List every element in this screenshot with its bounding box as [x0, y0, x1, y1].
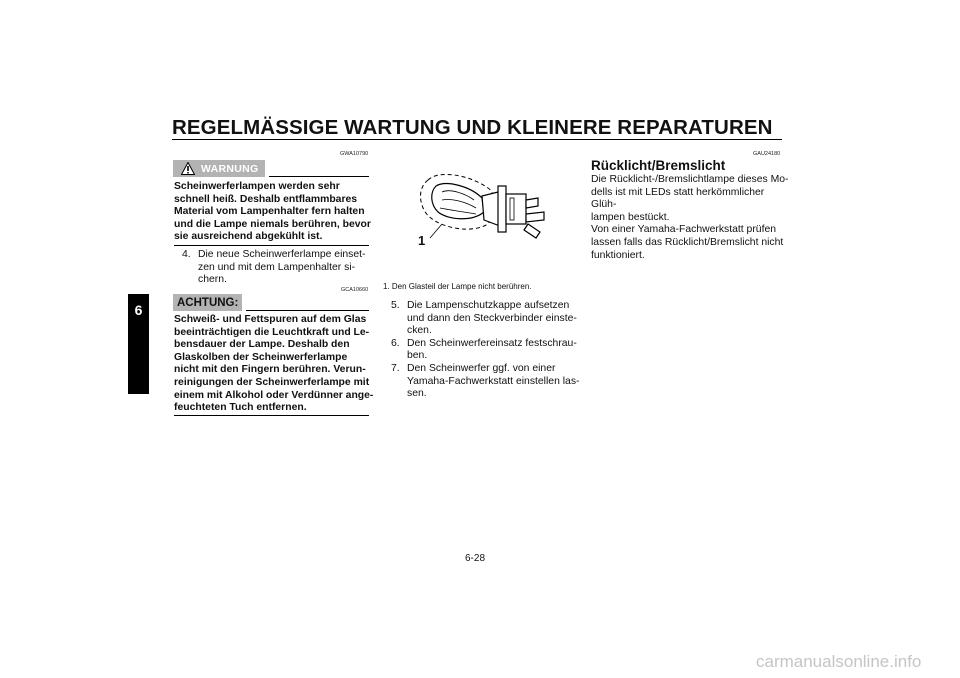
caution-line: einem mit Alkohol oder Verdünner ange- — [174, 389, 374, 401]
body-line: dells ist mit LEDs statt herkömmlicher Glüh- — [591, 186, 765, 211]
step-line: Den Scheinwerfereinsatz festschrau- — [407, 337, 577, 349]
caution-line: feuchteten Tuch entfernen. — [174, 402, 307, 414]
caution-label — [173, 294, 242, 311]
caution-code: GCA10660 — [341, 287, 369, 293]
caution-line: reinigungen der Scheinwerferlampe mit — [174, 376, 370, 388]
warning-top-rule — [269, 176, 369, 177]
caution-text — [174, 314, 374, 415]
step-line: und dann den Steckverbinder einste- — [407, 312, 577, 324]
warning-text — [174, 181, 374, 244]
step-number: 5. — [391, 300, 400, 311]
caution-line: Schweiß- und Fettspuren auf dem Glas — [174, 314, 367, 325]
body-line: funktioniert. — [591, 249, 645, 261]
warning-line: Scheinwerferlampen werden sehr — [174, 181, 340, 192]
step-line: cken. — [407, 325, 432, 337]
headlight-bulb-illustration — [410, 168, 560, 260]
warning-label — [173, 160, 265, 177]
figure-caption: 1. Den Glasteil der Lampe nicht berühren. — [383, 282, 532, 291]
step-line: Den Scheinwerfer ggf. von einer — [407, 362, 556, 374]
warning-line: und die Lampe niemals berühren, bevor — [174, 218, 371, 230]
page-number: 6-28 — [465, 553, 486, 564]
step-line: zen und mit dem Lampenhalter si- — [198, 261, 356, 273]
watermark: carmanualsonline.info — [756, 652, 922, 671]
caution-line: bensdauer der Lampe. Deshalb den — [174, 339, 350, 351]
caution-top-rule — [246, 310, 369, 311]
chapter-tab: 6 — [128, 294, 149, 394]
section-body — [591, 174, 791, 262]
warning-triangle-icon — [181, 162, 195, 175]
page-title: REGELMÄSSIGE WARTUNG UND KLEINERE REPARATUREN — [172, 116, 773, 139]
step-line: ben. — [407, 350, 428, 362]
step-number: 6. — [391, 337, 400, 349]
warning-line: sie ausreichend abgekühlt ist. — [174, 231, 323, 243]
step-line: Yamaha-Fachwerkstatt einstellen las- — [407, 375, 580, 387]
figure-callout-number: 1 — [418, 233, 426, 248]
step-4 — [182, 249, 372, 287]
body-line: Von einer Yamaha-Fachwerkstatt prüfen — [591, 224, 777, 236]
steps-5-7 — [391, 300, 591, 401]
warning-bottom-rule — [174, 245, 369, 246]
step-line: chern. — [198, 274, 227, 286]
warning-code: GWA10790 — [340, 151, 369, 157]
warning-label-text: WARNUNG — [201, 162, 259, 175]
caution-line: Glaskolben der Scheinwerferlampe — [174, 351, 348, 363]
body-line: lassen falls das Rücklicht/Bremslicht nicht — [591, 236, 784, 248]
body-line: Die Rücklicht-/Bremslichtlampe dieses Mo- — [591, 174, 789, 185]
section-code: GAU24180 — [753, 151, 781, 157]
step-number: 4. — [182, 249, 191, 260]
warning-line: schnell heiß. Deshalb entflammbares — [174, 193, 358, 205]
caution-line: beeinträchtigen die Leuchtkraft und Le- — [174, 326, 370, 338]
section-title: Rücklicht/Bremslicht — [591, 158, 726, 173]
step-line: Die Lampenschutzkappe aufsetzen — [407, 300, 570, 311]
warning-line: Material vom Lampenhalter fern halten — [174, 206, 365, 218]
step-line: sen. — [407, 388, 427, 400]
caution-bottom-rule — [174, 415, 369, 416]
step-number: 7. — [391, 362, 400, 374]
caution-label-text: ACHTUNG: — [177, 296, 239, 309]
body-line: lampen bestückt. — [591, 211, 670, 223]
step-line: Die neue Scheinwerferlampe einset- — [198, 249, 366, 260]
header-rule — [172, 139, 782, 140]
caution-line: nicht mit den Fingern berühren. Verun- — [174, 364, 366, 376]
